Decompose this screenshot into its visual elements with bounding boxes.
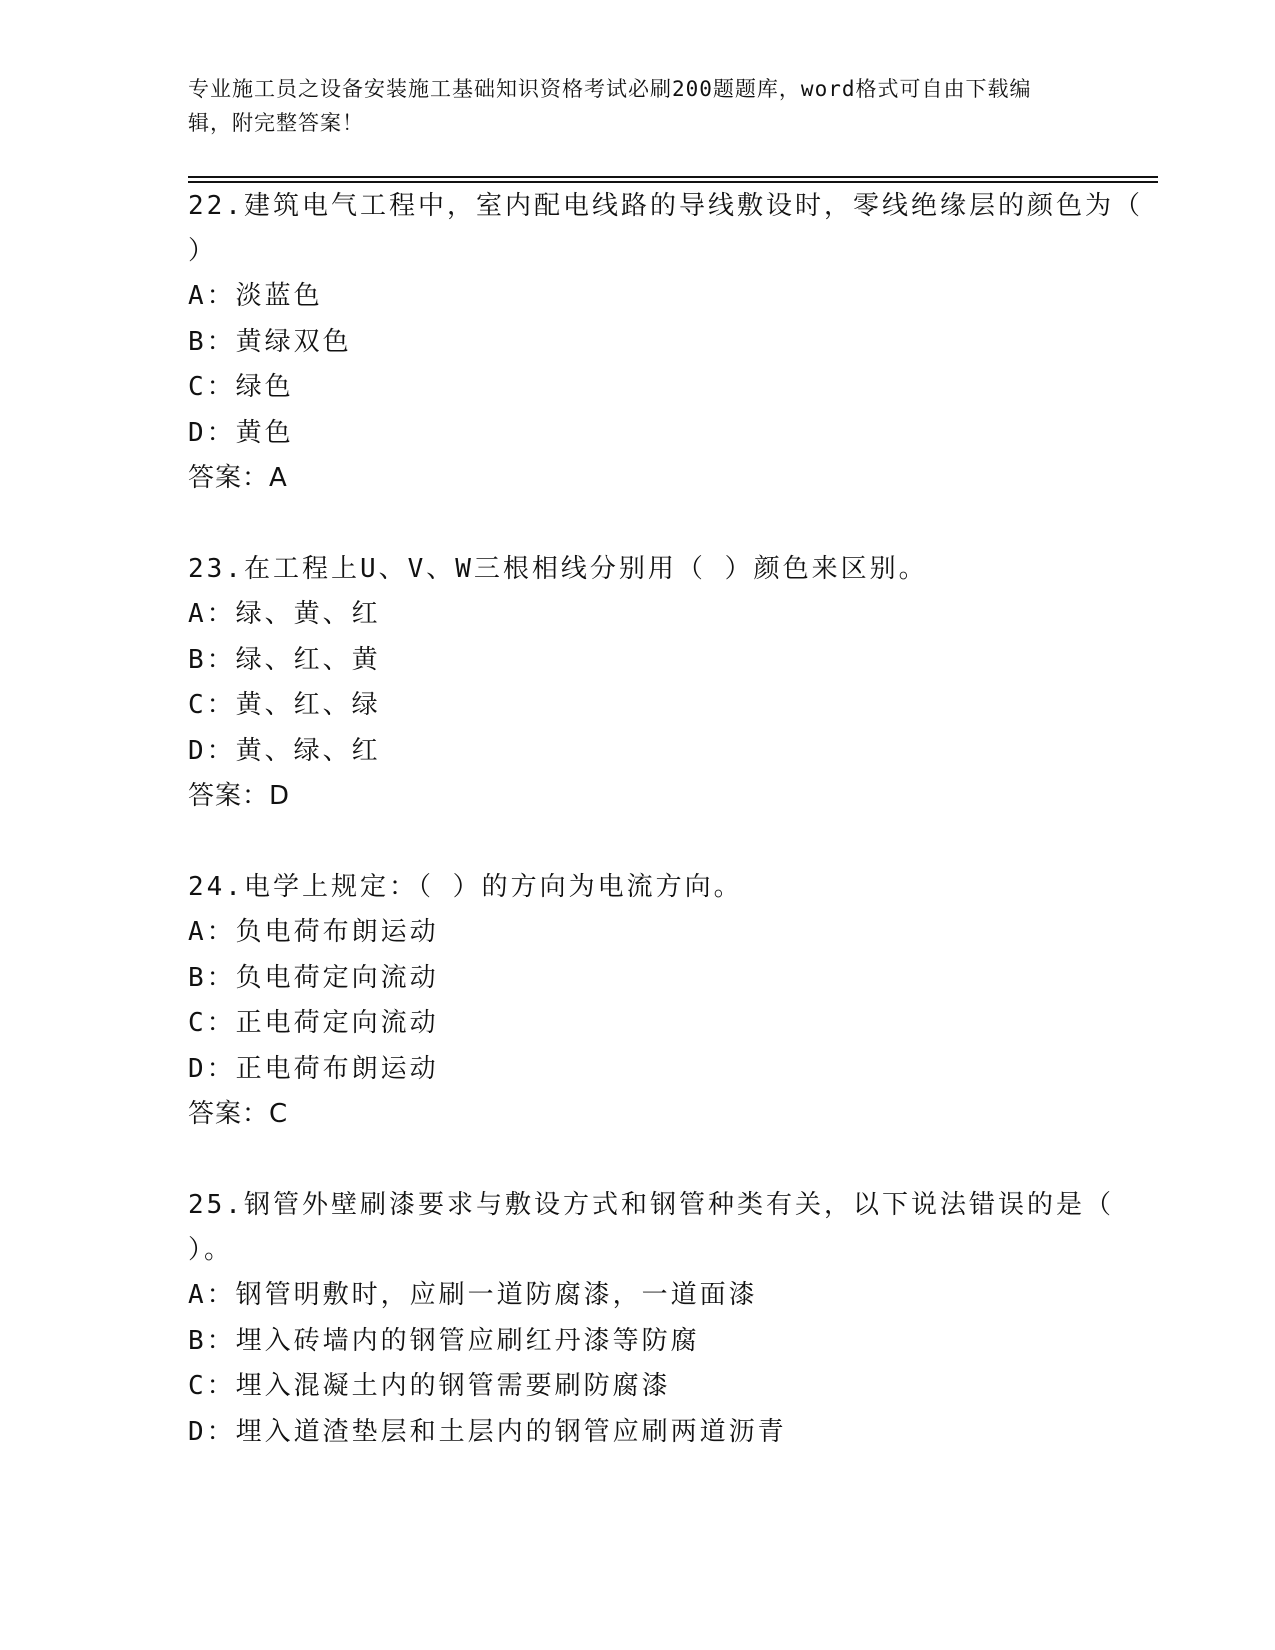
- question-stem: 24.电学上规定：（ ）的方向为电流方向。: [188, 872, 743, 902]
- answer-line: 答案：D: [188, 781, 291, 811]
- divider-line-bottom: [188, 181, 1158, 183]
- option-d: D：黄色: [188, 417, 294, 448]
- option-b: B：负电荷定向流动: [188, 962, 439, 993]
- option-d: D：黄、绿、红: [188, 735, 381, 766]
- option-b: B：黄绿双色: [188, 326, 352, 357]
- question-24: [188, 865, 1158, 1137]
- option-b: B：绿、红、黄: [188, 644, 381, 675]
- question-stem: 25.钢管外壁刷漆要求与敷设方式和钢管种类有关，以下说法错误的是（ ）。: [188, 1190, 1114, 1265]
- option-d: D：埋入道渣垫层和土层内的钢管应刷两道沥青: [188, 1416, 787, 1447]
- option-c: C：绿色: [188, 372, 294, 402]
- option-a: A：钢管明敷时，应刷一道防腐漆，一道面漆: [188, 1280, 758, 1310]
- option-c: C：正电荷定向流动: [188, 1008, 439, 1038]
- question-25: [188, 1183, 1158, 1455]
- option-a: A：淡蓝色: [188, 281, 323, 311]
- answer-line: 答案：A: [188, 463, 288, 493]
- option-c: C：黄、红、绿: [188, 690, 381, 720]
- question-stem: 22.建筑电气工程中，室内配电线路的导线敷设时，零线绝缘层的颜色为（ ）: [188, 191, 1143, 266]
- divider-line-top: [188, 176, 1158, 178]
- header-divider: [188, 176, 1158, 183]
- question-22: [188, 184, 1158, 501]
- question-23: [188, 547, 1158, 819]
- question-list: [188, 184, 1158, 1455]
- document-header: 专业施工员之设备安装施工基础知识资格考试必刷200题题库，word格式可自由下载编辑，附完整答案！: [188, 77, 1032, 135]
- option-d: D：正电荷布朗运动: [188, 1053, 439, 1084]
- question-stem: 23.在工程上U、V、W三根相线分别用（ ）颜色来区别。: [188, 554, 928, 584]
- option-a: A：负电荷布朗运动: [188, 917, 439, 947]
- document-page: [188, 72, 1158, 1447]
- option-c: C：埋入混凝土内的钢管需要刷防腐漆: [188, 1371, 671, 1401]
- option-a: A：绿、黄、红: [188, 599, 381, 629]
- answer-line: 答案：C: [188, 1099, 289, 1129]
- option-b: B：埋入砖墙内的钢管应刷红丹漆等防腐: [188, 1325, 700, 1356]
